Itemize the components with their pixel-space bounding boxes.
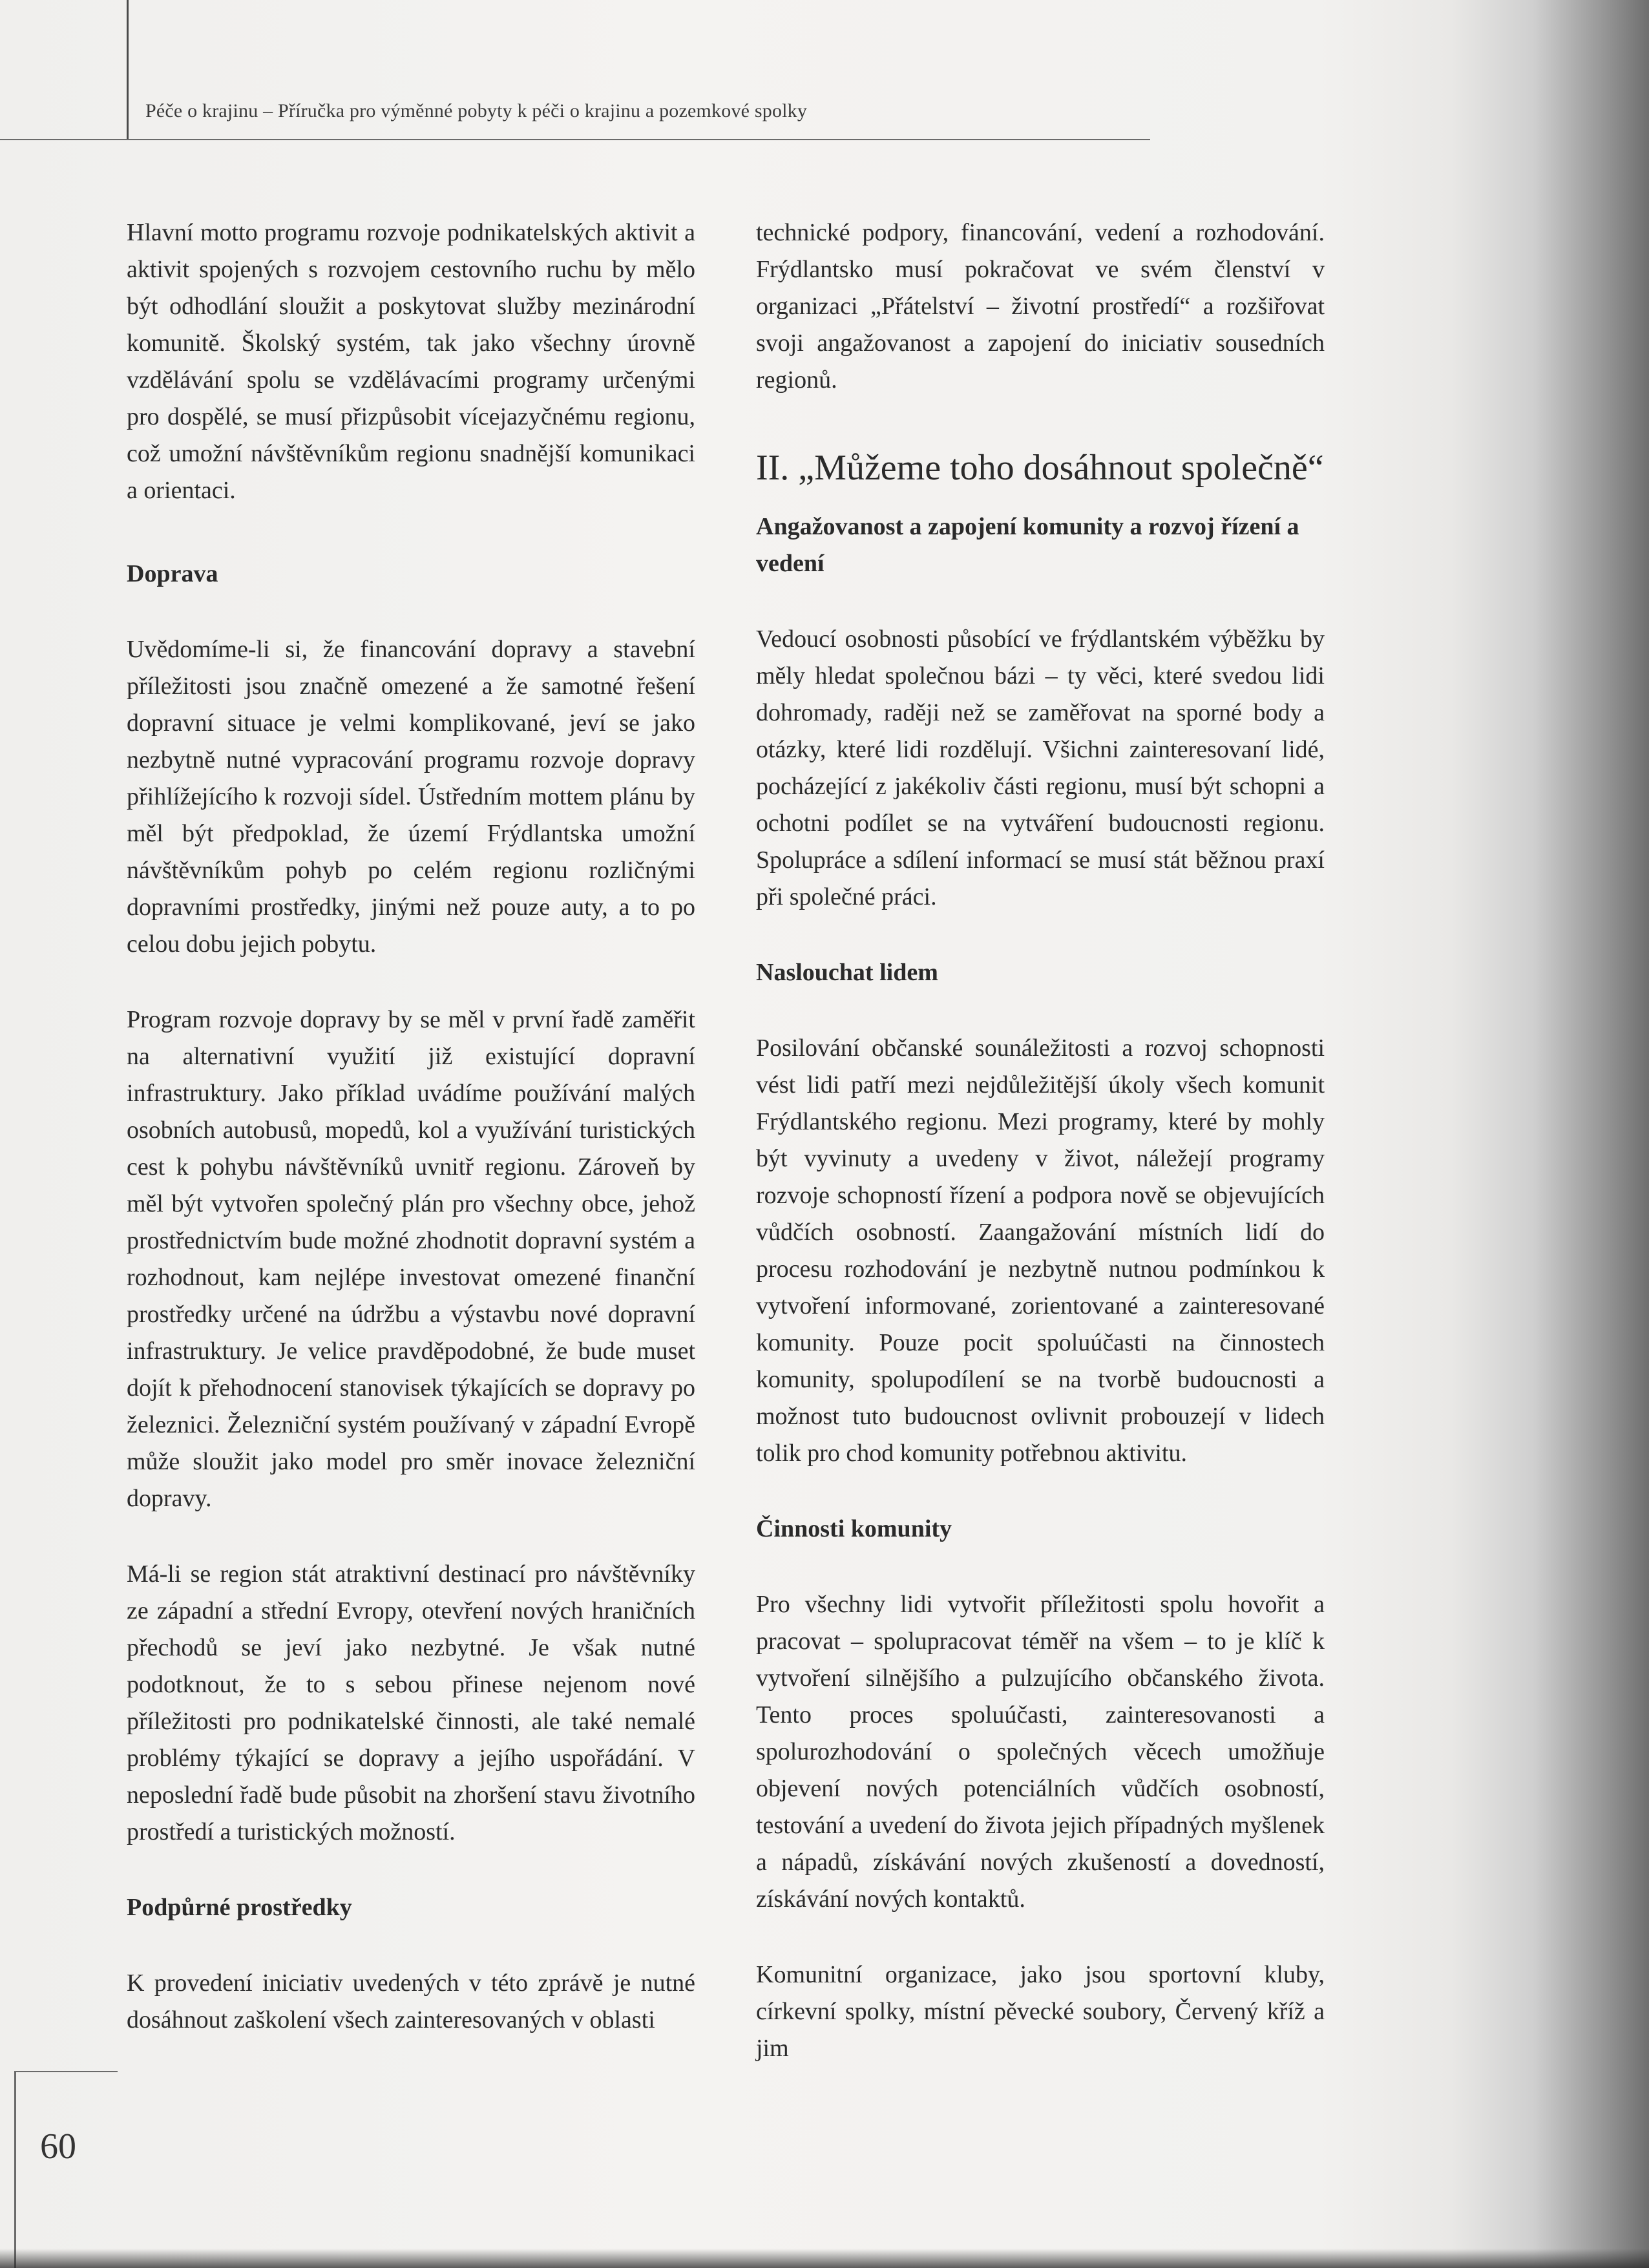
right-column (756, 215, 1325, 2067)
paragraph: Uvědomíme-li si, že financování dopravy a stavební příležitosti jsou značně omezené a že samotné řešení dopravní situace je velmi komplikované, jeví se jako nezbytně nutné vypracování programu rozvoje dopravy přihlížejícího k rozvoji sídel. Ústředním mottem plánu by měl být předpoklad, že území Frýdlantska umožní návštěvníkům pohyb po celém regionu rozličnými dopravními prostředky, jinými než pouze auty, a to po celou dobu jejich pobytu. (127, 636, 695, 958)
chapter-title: II. „Můžeme toho dosáhnout společně“ (756, 448, 1324, 488)
left-column (127, 215, 695, 2039)
scan-bottom-edge (0, 2249, 1649, 2268)
section-heading-angazovanost: Angažovanost a zapojení komunity a rozvoj řízení a vedení (756, 513, 1299, 577)
paragraph: K provedení iniciativ uvedených v této zprávě je nutné dosáhnout zaškolení všech zainteresovaných v oblasti (127, 1969, 695, 2033)
running-header: Péče o krajinu – Příručka pro výměnné pobyty k péči o krajinu a pozemkové spolky (145, 100, 808, 121)
footer-vertical-rule (14, 2071, 16, 2268)
section-heading-doprava: Doprava (127, 560, 218, 587)
section-heading-podpurne-prostredky: Podpůrné prostředky (127, 1894, 352, 1921)
paragraph: Hlavní motto programu rozvoje podnikatelských aktivit a aktivit spojených s rozvojem cestovního ruchu by mělo být odhodlání sloužit a poskytovat služby mezinárodní komunitě. Školský systém, tak jako všechny úrovně vzdělávání spolu se vzdělávacími programy určenými pro dospělé, se musí přizpůsobit vícejazyčnému regionu, což umožní návštěvníkům regionu snadnější komunikaci a orientaci. (127, 219, 695, 504)
header-horizontal-rule (0, 139, 1150, 140)
paragraph: technické podpory, financování, vedení a rozhodování. Frýdlantsko musí pokračovat ve svém členství v organizaci „Přátelství – životní prostředí“ a rozšiřovat svoji angažovanost a zapojení do iniciativ sousedních regionů. (756, 219, 1325, 394)
paragraph: Komunitní organizace, jako jsou sportovní kluby, církevní spolky, místní pěvecké soubory, Červený kříž a jim (756, 1961, 1325, 2062)
paragraph: Vedoucí osobnosti působící ve frýdlantském výběžku by měly hledat společnou bázi – ty věci, které svedou lidi dohromady, raději než se zaměřovat na sporné body a otázky, které lidi rozdělují. Všichni zainteresovaní lidé, pocházející z jakékoliv části regionu, musí být schopni a ochotni podílet se na vytváření budoucnosti regionu. Spolupráce a sdílení informací se musí stát běžnou praxí při společné práci. (756, 625, 1325, 910)
paragraph: Posilování občanské sounáležitosti a rozvoj schopnosti vést lidi patří mezi nejdůležitější úkoly všech komunit Frýdlantského regionu. Mezi programy, které by mohly být vyvinuty a uvedeny v život, náležejí programy rozvoje schopností řízení a podpora nově se objevujících vůdčích osobností. Zaangažování místních lidí do procesu rozhodování je nezbytně nutnou podmínkou k vytvoření informované, zorientované a zainteresované komunity. Pouze pocit spoluúčasti na činnostech komunity, spolupodílení se na tvorbě budoucnosti a možnost tuto budoucnost ovlivnit probouzejí v lidech tolik pro chod komunity potřebnou aktivitu. (756, 1034, 1325, 1467)
paragraph: Program rozvoje dopravy by se měl v první řadě zaměřit na alternativní využití již existující dopravní infrastruktury. Jako příklad uvádíme používání malých osobních autobusů, mopedů, kol a využívání turistických cest k pohybu návštěvníků uvnitř regionu. Zároveň by měl být vytvořen společný plán pro všechny obce, jehož prostřednictvím bude možné zhodnotit dopravní systém a rozhodnout, kam nejlépe investovat omezené finanční prostředky určené na údržbu a výstavbu nové dopravní infrastruktury. Je velice pravděpodobné, že bude muset dojít k přehodnocení stanovisek týkajících se dopravy po železnici. Železniční systém používaný v západní Evropě může sloužit jako model pro směr inovace železniční dopravy. (127, 1006, 695, 1512)
paragraph: Pro všechny lidi vytvořit příležitosti spolu hovořit a pracovat – spolupracovat téměř na všem – to je klíč k vytvoření silnějšího a pulzujícího občanského života. Tento proces spoluúčasti, zainteresovanosti a spolurozhodování o společných věcech umožňuje objevení nových potenciálních vůdčích osobností, testování a uvedení do života jejich případných myšlenek a nápadů, získávání nových zkušeností a dovedností, získávání nových kontaktů. (756, 1591, 1325, 1913)
page-number: 60 (40, 2126, 76, 2167)
section-heading-naslouchat-lidem: Naslouchat lidem (756, 959, 938, 986)
footer-horizontal-rule (14, 2071, 118, 2072)
header-vertical-rule (127, 0, 129, 139)
section-heading-cinnosti-komunity: Činnosti komunity (756, 1515, 952, 1542)
paragraph: Má-li se region stát atraktivní destinací pro návštěvníky ze západní a střední Evropy, otevření nových hraničních přechodů se jeví jako nezbytné. Je však nutné podotknout, že to s sebou přinese nejenom nové příležitosti pro podnikatelské činnosti, ale také nemalé problémy týkající se dopravy a jejího uspořádání. V neposlední řadě bude působit na zhoršení stavu životního prostředí a turistických možností. (127, 1560, 695, 1845)
